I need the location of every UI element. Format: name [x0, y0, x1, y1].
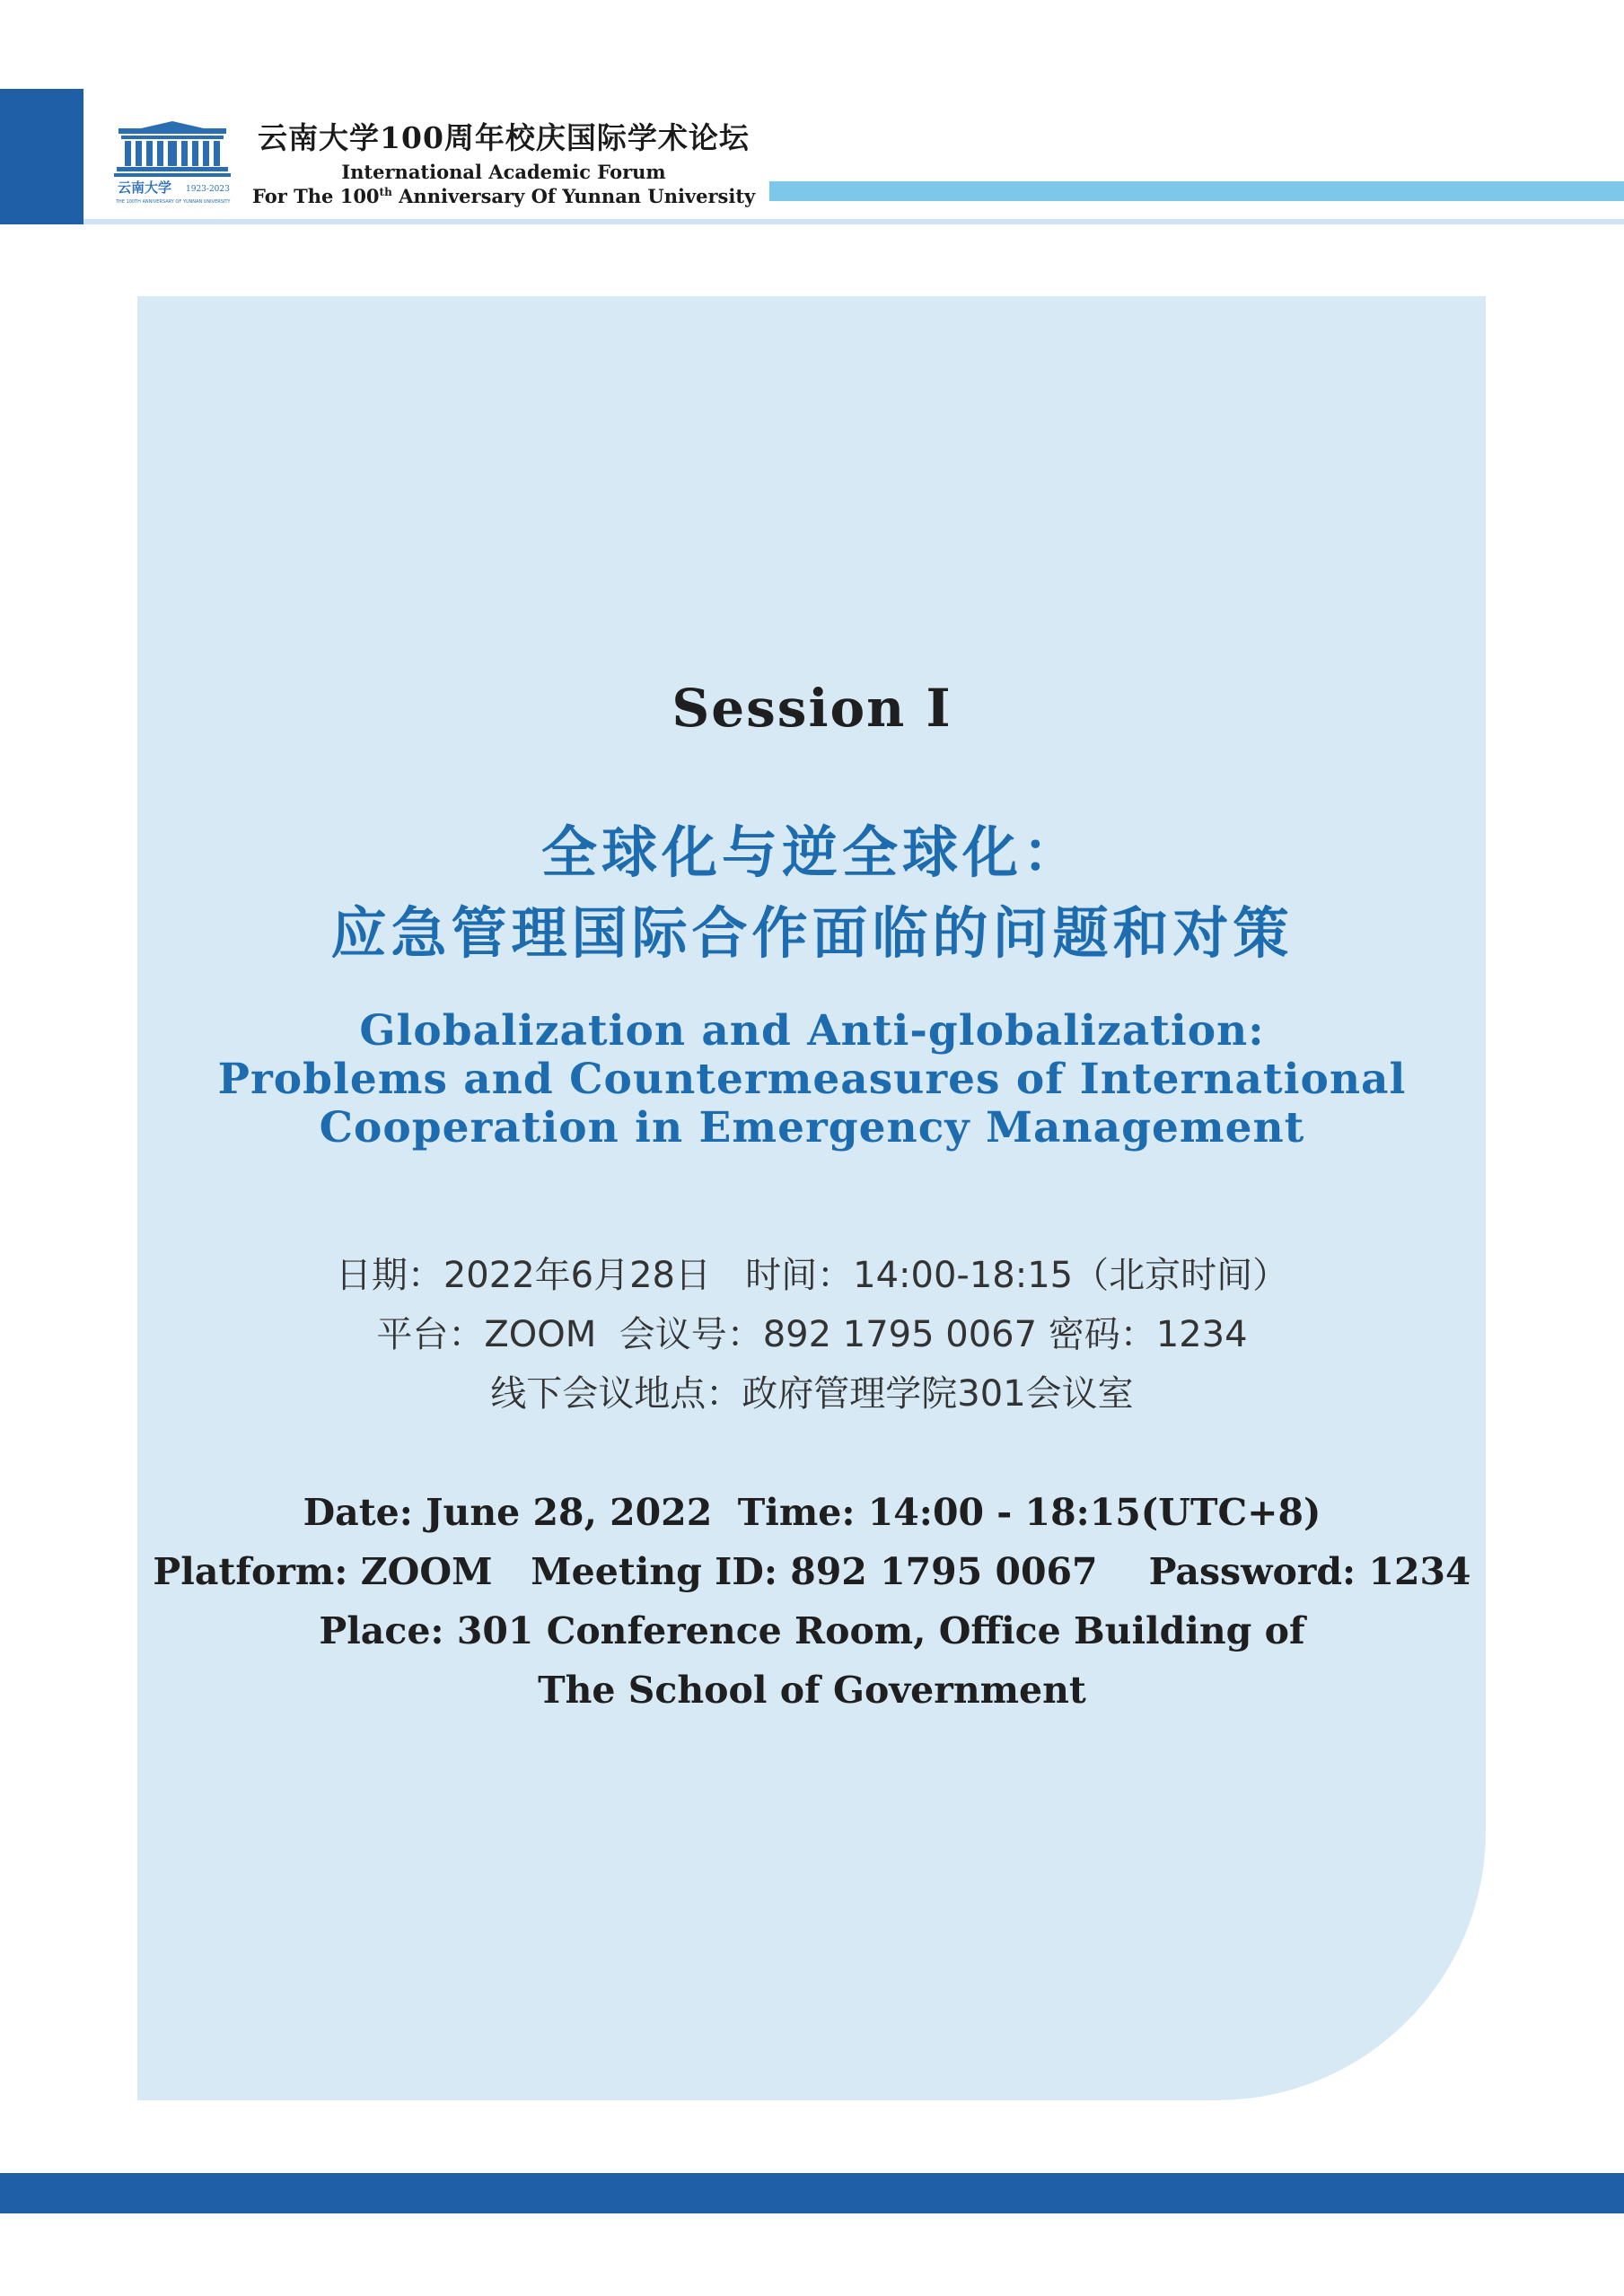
- footer-bar: [0, 2173, 1624, 2213]
- platform-en: Platform: ZOOM Meeting ID: 892 1795 0067 Password: 1234: [153, 1550, 1471, 1593]
- session-info-cn: [0, 1246, 1624, 1424]
- header-accent-bar: [769, 181, 1624, 201]
- session-title-en-line2: Problems and Countermeasures of International: [217, 1055, 1407, 1104]
- yunnan-university-logo: [114, 121, 231, 206]
- session-title-en: [0, 1007, 1624, 1152]
- session-title-en-line3: Cooperation in Emergency Management: [319, 1103, 1305, 1152]
- venue-en-line1: Place: 301 Conference Room, Office Building of: [319, 1609, 1305, 1652]
- session-panel: [137, 296, 1486, 2100]
- session-info-en: [0, 1483, 1624, 1720]
- building-icon: [114, 121, 231, 206]
- date-time-cn: 日期：2022年6月28日 时间：14:00-18:15（北京时间）: [335, 1255, 1289, 1296]
- session-title-cn-line1: 全球化与逆全球化：: [540, 819, 1083, 885]
- venue-en-line2: The School of Government: [538, 1669, 1086, 1712]
- forum-header: [252, 115, 755, 207]
- session-title-cn: [0, 812, 1624, 974]
- venue-cn: 线下会议地点：政府管理学院301会议室: [490, 1373, 1134, 1415]
- logo-years: 1923-2023: [186, 185, 230, 194]
- session-title: Session I: [672, 678, 952, 739]
- forum-title-en: International Academic Forum: [341, 161, 666, 183]
- header-corner-block: [0, 89, 83, 224]
- session-title-cn-line2: 应急管理国际合作面临的问题和对策: [330, 900, 1294, 966]
- logo-caption: THE 100TH ANNIVERSARY OF YUNNAN UNIVERSITY: [116, 199, 231, 205]
- session-title-en-line1: Globalization and Anti-globalization:: [359, 1006, 1265, 1056]
- date-time-en: Date: June 28, 2022 Time: 14:00 - 18:15(UTC+8): [303, 1491, 1321, 1534]
- forum-subtitle-en: For The 100th Anniversary Of Yunnan University: [252, 185, 756, 207]
- platform-cn: 平台：ZOOM 会议号：892 1795 0067 密码：1234: [376, 1314, 1248, 1355]
- header-divider: [83, 219, 1624, 224]
- logo-text: 云南大学: [118, 180, 172, 196]
- forum-title-cn: 云南大学100周年校庆国际学术论坛: [258, 120, 750, 155]
